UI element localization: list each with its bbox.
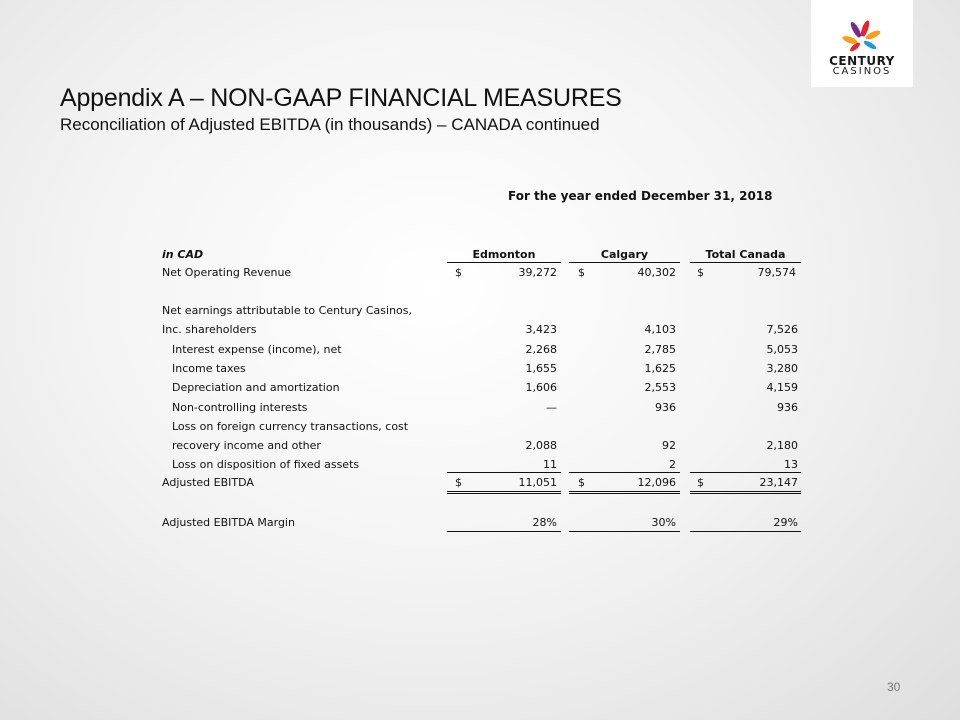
dollar-sign: $: [455, 476, 462, 489]
cell-value: 23,147: [759, 476, 798, 489]
cell-value: 92: [662, 439, 676, 452]
cell-value: 30%: [651, 516, 676, 529]
cell-value: 3,280: [766, 362, 798, 375]
row-label: Net Operating Revenue: [162, 266, 292, 279]
total-double-rule: [690, 491, 801, 492]
currency-label: in CAD: [162, 248, 204, 261]
cell-value: 2,785: [644, 343, 676, 356]
cell-value: 1,655: [525, 362, 557, 375]
cell-value: 28%: [532, 516, 557, 529]
row-label: Income taxes: [172, 362, 246, 375]
logo-wordmark-century: CENTURY: [829, 54, 895, 68]
slide-title: Appendix A – NON-GAAP FINANCIAL MEASURES: [60, 84, 622, 112]
subtotal-rule: [569, 472, 680, 473]
subtotal-rule: [690, 472, 801, 473]
total-double-rule: [569, 491, 680, 492]
header-underline: [569, 262, 680, 263]
row-label: Loss on disposition of fixed assets: [172, 458, 360, 471]
column-header-total-canada: Total Canada: [705, 248, 786, 261]
total-double-rule: [447, 493, 561, 494]
cell-value: 1,606: [525, 381, 557, 394]
subtotal-rule: [447, 472, 561, 473]
cell-value: 2,088: [525, 439, 557, 452]
header-underline: [447, 262, 561, 263]
cell-value: 4,159: [766, 381, 798, 394]
cell-value: 2,553: [644, 381, 676, 394]
row-label: Inc. shareholders: [162, 323, 257, 336]
cell-value: 39,272: [518, 266, 557, 279]
cell-value: 2,268: [525, 343, 557, 356]
column-header-edmonton: Edmonton: [472, 248, 536, 261]
page-number: 30: [887, 680, 901, 694]
cell-value: 11: [543, 458, 557, 471]
cell-value: 29%: [773, 516, 798, 529]
cell-value: 5,053: [766, 343, 798, 356]
margin-rule: [447, 531, 561, 532]
cell-value: —: [546, 401, 557, 414]
cell-value: 40,302: [637, 266, 676, 279]
margin-rule: [690, 531, 801, 532]
row-label: Adjusted EBITDA: [162, 476, 254, 489]
logo-wordmark-casinos: CASINOS: [832, 66, 892, 77]
period-header: For the year ended December 31, 2018: [508, 189, 773, 203]
row-label: Non-controlling interests: [172, 401, 308, 414]
header-underline: [690, 262, 801, 263]
cell-value: 4,103: [644, 323, 676, 336]
cell-value: 12,096: [637, 476, 676, 489]
cell-value: 2: [669, 458, 676, 471]
dollar-sign: $: [455, 266, 462, 279]
row-label: Adjusted EBITDA Margin: [162, 516, 295, 529]
total-double-rule: [690, 493, 801, 494]
cell-value: 936: [655, 401, 676, 414]
row-label: recovery income and other: [172, 439, 321, 452]
row-label: Interest expense (income), net: [172, 343, 342, 356]
dollar-sign: $: [578, 476, 585, 489]
row-label: Net earnings attributable to Century Casinos,: [162, 304, 413, 317]
cell-value: 3,423: [525, 323, 557, 336]
dollar-sign: $: [697, 266, 704, 279]
cell-value: 936: [777, 401, 798, 414]
dollar-sign: $: [697, 476, 704, 489]
total-double-rule: [569, 493, 680, 494]
total-double-rule: [447, 491, 561, 492]
row-label: Loss on foreign currency transactions, cost: [172, 420, 409, 433]
column-header-calgary: Calgary: [600, 248, 649, 261]
dollar-sign: $: [578, 266, 585, 279]
cell-value: 11,051: [518, 476, 557, 489]
slide-subtitle: Reconciliation of Adjusted EBITDA (in thousands) – CANADA continued: [60, 115, 600, 134]
cell-value: 79,574: [757, 266, 796, 279]
cell-value: 7,526: [766, 323, 798, 336]
margin-rule: [569, 531, 680, 532]
cell-value: 2,180: [766, 439, 798, 452]
row-label: Depreciation and amortization: [172, 381, 340, 394]
cell-value: 13: [784, 458, 798, 471]
cell-value: 1,625: [644, 362, 676, 375]
